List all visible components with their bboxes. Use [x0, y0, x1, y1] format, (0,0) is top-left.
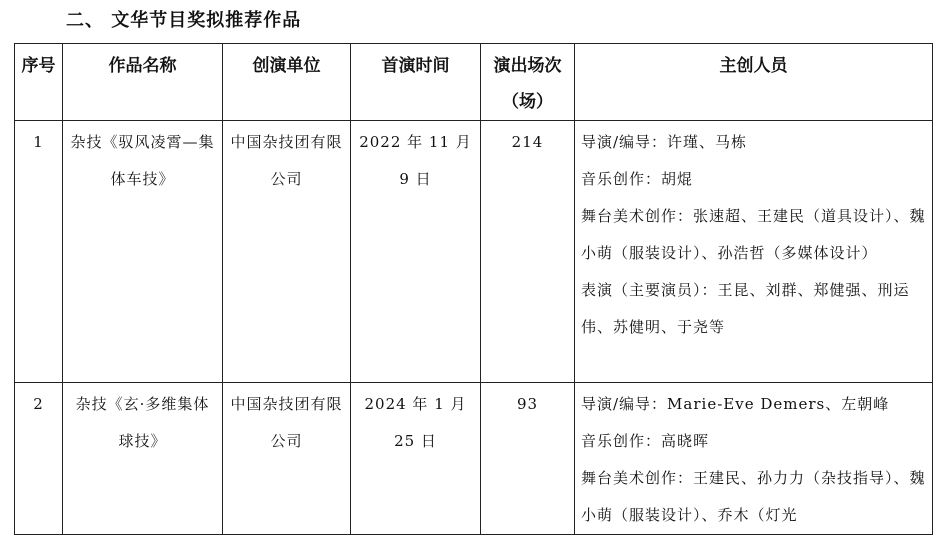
cell-unit: 中国杂技团有限公司	[223, 121, 351, 383]
header-premiere: 首演时间	[351, 44, 481, 121]
cell-no: 1	[15, 121, 63, 383]
table-row	[15, 121, 933, 383]
recommended-works-table	[14, 43, 933, 535]
cell-performances: 214	[481, 121, 575, 383]
crew-line: 音乐创作：高晓晖	[581, 432, 710, 450]
header-no: 序号	[15, 44, 63, 121]
header-crew: 主创人员	[575, 44, 933, 121]
cell-crew	[575, 121, 933, 383]
crew-line: 导演/编导：许瑾、马栋	[581, 133, 748, 151]
header-work-name: 作品名称	[63, 44, 223, 121]
cell-premiere: 2022 年 11 月 9 日	[351, 121, 481, 383]
header-performances: 演出场次（场）	[481, 44, 575, 121]
crew-line: 舞台美术创作：张速超、王建民（道具设计）、魏小萌（服装设计）、孙浩哲（多媒体设计）	[581, 207, 926, 262]
table-header-row	[15, 44, 933, 121]
cell-work-name: 杂技《玄·多维集体球技》	[63, 383, 223, 535]
cell-crew	[575, 383, 933, 535]
cell-no: 2	[15, 383, 63, 535]
crew-line: 音乐创作：胡焜	[581, 170, 694, 188]
cell-work-name: 杂技《驭风凌霄—集体车技》	[63, 121, 223, 383]
section-title: 二、 文华节目奖拟推荐作品	[66, 10, 302, 31]
crew-line: 表演（主要演员）：王昆、刘群、郑健强、刑运伟、苏健明、于尧等	[581, 281, 910, 336]
table-row	[15, 383, 933, 535]
cell-performances: 93	[481, 383, 575, 535]
crew-line: 舞台美术创作：王建民、孙力力（杂技指导）、魏小萌（服装设计）、乔木（灯光	[581, 469, 926, 524]
crew-line: 导演/编导：Marie-Eve Demers、左朝峰	[581, 395, 890, 413]
cell-premiere: 2024 年 1 月 25 日	[351, 383, 481, 535]
cell-unit: 中国杂技团有限公司	[223, 383, 351, 535]
header-unit: 创演单位	[223, 44, 351, 121]
